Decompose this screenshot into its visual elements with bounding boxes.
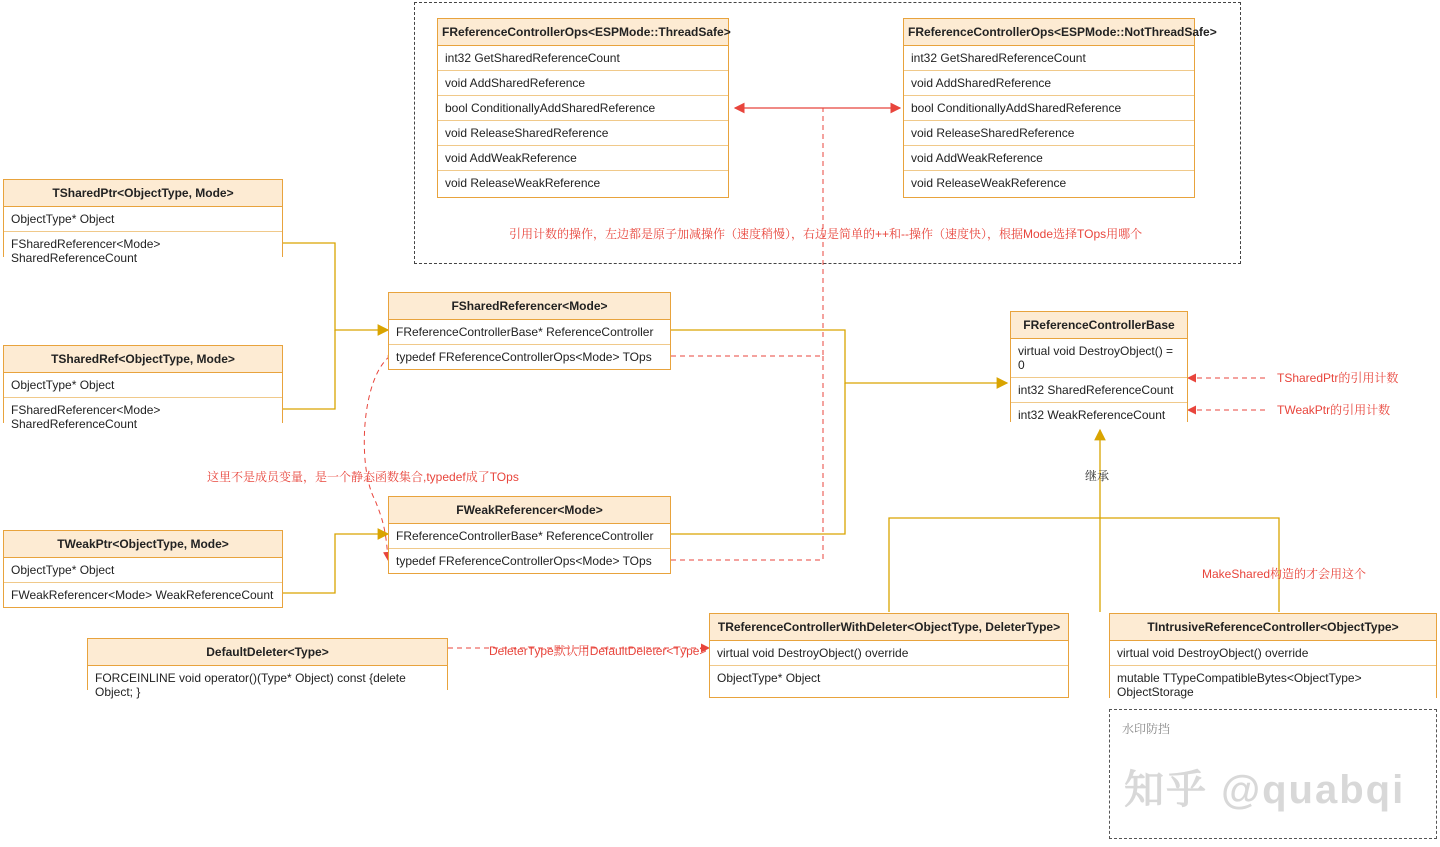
class-member: FSharedReferencer<Mode> SharedReferenceCount bbox=[4, 398, 282, 436]
class-member: ObjectType* Object bbox=[4, 373, 282, 398]
class-member: int32 GetSharedReferenceCount bbox=[904, 46, 1194, 71]
class-title: TReferenceControllerWithDeleter<ObjectType, DeleterType> bbox=[710, 614, 1068, 641]
class-member: int32 SharedReferenceCount bbox=[1011, 378, 1187, 403]
class-member: FSharedReferencer<Mode> SharedReferenceCount bbox=[4, 232, 282, 270]
class-member: int32 GetSharedReferenceCount bbox=[438, 46, 728, 71]
note-tweakptr-refcount: TWeakPtr的引用计数 bbox=[1277, 403, 1391, 417]
class-member: ObjectType* Object bbox=[710, 666, 1068, 690]
watermark-text: 知乎 @quabqi bbox=[1124, 768, 1406, 812]
class-title: TWeakPtr<ObjectType, Mode> bbox=[4, 531, 282, 558]
class-member: FReferenceControllerBase* ReferenceController bbox=[389, 524, 670, 549]
class-member: FWeakReferencer<Mode> WeakReferenceCount bbox=[4, 583, 282, 607]
note-tsharedptr-refcount: TSharedPtr的引用计数 bbox=[1277, 371, 1399, 385]
note-typedef: 这里不是成员变量，是一个静态函数集合,typedef成了TOps bbox=[207, 470, 519, 484]
class-member: bool ConditionallyAddSharedReference bbox=[904, 96, 1194, 121]
class-title: FReferenceControllerOps<ESPMode::ThreadSafe> bbox=[438, 19, 728, 46]
class-member: typedef FReferenceControllerOps<Mode> TOps bbox=[389, 549, 670, 573]
class-member: void AddSharedReference bbox=[438, 71, 728, 96]
class-box-fweakreferencer bbox=[388, 496, 671, 574]
class-member: FORCEINLINE void operator()(Type* Object) const {delete Object; } bbox=[88, 666, 447, 704]
class-member: ObjectType* Object bbox=[4, 207, 282, 232]
class-box-freferencecontrollerops-notthreadsafe bbox=[903, 18, 1217, 198]
note-deleter-default: DeleterType默认用DefaultDeleter<Type> bbox=[489, 644, 707, 658]
watermark-container bbox=[1109, 709, 1437, 839]
class-box-treferencecontrollerwithdeleter bbox=[709, 613, 1069, 698]
class-member: void ReleaseSharedReference bbox=[438, 121, 728, 146]
class-title: TIntrusiveReferenceController<ObjectType> bbox=[1110, 614, 1436, 641]
class-box-tweakptr bbox=[3, 530, 283, 608]
note-makeshared: MakeShared构造的才会用这个 bbox=[1202, 567, 1367, 581]
class-member: void ReleaseWeakReference bbox=[438, 171, 728, 195]
class-member: void AddWeakReference bbox=[438, 146, 728, 171]
class-box-freferencecontrollerops-threadsafe bbox=[437, 18, 729, 198]
class-member: void ReleaseSharedReference bbox=[904, 121, 1194, 146]
class-box-freferencecontrollerbase bbox=[1010, 311, 1188, 422]
class-member: void ReleaseWeakReference bbox=[904, 171, 1194, 195]
class-member: virtual void DestroyObject() override bbox=[710, 641, 1068, 666]
class-member: virtual void DestroyObject() override bbox=[1110, 641, 1436, 666]
class-title: FReferenceControllerOps<ESPMode::NotThreadSafe> bbox=[904, 19, 1194, 46]
class-member: void AddWeakReference bbox=[904, 146, 1194, 171]
class-title: FSharedReferencer<Mode> bbox=[389, 293, 670, 320]
class-box-fsharedreferencer bbox=[388, 292, 671, 370]
class-box-defaultdeleter bbox=[87, 638, 448, 699]
class-member: typedef FReferenceControllerOps<Mode> TOps bbox=[389, 345, 670, 369]
class-box-tintrusivereferencecontroller bbox=[1109, 613, 1437, 698]
class-member: virtual void DestroyObject() = 0 bbox=[1011, 339, 1187, 378]
class-member: ObjectType* Object bbox=[4, 558, 282, 583]
class-title: FReferenceControllerBase bbox=[1011, 312, 1187, 339]
class-member: void AddSharedReference bbox=[904, 71, 1194, 96]
class-member: FReferenceControllerBase* ReferenceController bbox=[389, 320, 670, 345]
note-inheritance: 继承 bbox=[1085, 469, 1110, 483]
class-member: int32 WeakReferenceCount bbox=[1011, 403, 1187, 427]
class-title: FWeakReferencer<Mode> bbox=[389, 497, 670, 524]
class-box-tsharedptr bbox=[3, 179, 283, 265]
class-member: bool ConditionallyAddSharedReference bbox=[438, 96, 728, 121]
class-title: DefaultDeleter<Type> bbox=[88, 639, 447, 666]
class-title: TSharedPtr<ObjectType, Mode> bbox=[4, 180, 282, 207]
class-box-tsharedref bbox=[3, 345, 283, 431]
class-title: TSharedRef<ObjectType, Mode> bbox=[4, 346, 282, 373]
note-ops-description: 引用计数的操作，左边都是原子加减操作（速度稍慢），右边是简单的++和--操作（速度快），根据Mode选择TOps用哪个 bbox=[509, 227, 1143, 241]
class-member: mutable TTypeCompatibleBytes<ObjectType> ObjectStorage bbox=[1110, 666, 1436, 704]
watermark-note-label: 水印防挡 bbox=[1122, 722, 1171, 736]
